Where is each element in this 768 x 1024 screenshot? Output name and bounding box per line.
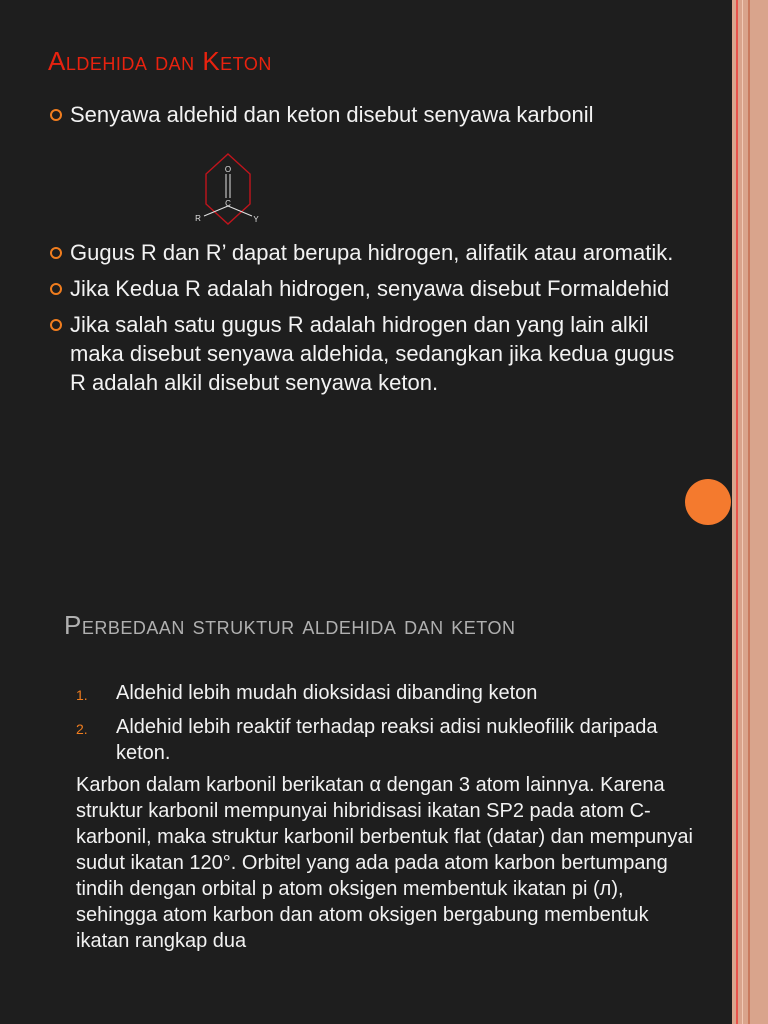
circle-bullet-icon (50, 109, 62, 121)
list-number: 2. (76, 721, 88, 737)
carbonyl-structure-diagram (188, 150, 268, 230)
border-line (736, 0, 738, 1024)
border-line (748, 0, 750, 1024)
numbered-list (76, 680, 696, 774)
slide-aldehida-keton (0, 0, 732, 512)
slide-title: Perbedaan struktur aldehida dan keton (64, 610, 516, 640)
slide-title: Aldehida dan Keton (48, 46, 272, 76)
bullet-item (48, 100, 688, 129)
border-line (742, 0, 743, 1024)
atom-label-r: R (195, 214, 201, 223)
bullet-list (48, 238, 688, 404)
bullet-text: Jika salah satu gugus R adalah hidrogen dan yang lain alkil maka disebut senyawa aldehida, sedangkan jika kedua gugus R adalah alkil disebut senyawa keton. (70, 312, 675, 395)
bullet-text: Jika Kedua R adalah hidrogen, senyawa disebut Formaldehid (70, 276, 670, 301)
list-text: Aldehid lebih mudah dioksidasi dibanding keton (116, 682, 538, 704)
list-number: 1. (76, 687, 88, 703)
atom-label-y: Y (253, 215, 259, 224)
bullet-item (48, 238, 688, 267)
circle-bullet-icon (50, 319, 62, 331)
bullet-text: Gugus R dan R’ dapat berupa hidrogen, alifatik atau aromatik. (70, 240, 674, 265)
decorative-circle (685, 479, 731, 525)
list-text: Aldehid lebih reaktif terhadap reaksi adisi nukleofilik daripada keton. (116, 716, 658, 764)
circle-bullet-icon (50, 283, 62, 295)
decorative-border (732, 0, 768, 1024)
single-bond-line (228, 206, 252, 216)
bullet-item (48, 310, 688, 397)
explanation-paragraph: Karbon dalam karbonil berikatan α dengan 3 atom lainnya. Karena struktur karbonil mempunyai hibridisasi ikatan SP2 pada atom C-karbonil, maka struktur karbonil berbentuk flat (datar) dan mempunyai sudut ikatan 120°. Orbitɐl yang ada pada atom karbon bertumpang tindih dengan orbital p atom oksigen membentuk ikatan pi (л), sehingga atom karbon dan atom oksigen bergabung membentuk ikatan rangkap dua (76, 774, 693, 952)
bullet-item (48, 274, 688, 303)
circle-bullet-icon (50, 247, 62, 259)
atom-label-o: O (224, 165, 232, 174)
bullet-list-top (48, 100, 688, 129)
atom-label-c: C (225, 199, 231, 208)
list-item (76, 714, 696, 766)
slide-perbedaan-struktur (0, 560, 732, 1024)
bullet-text: Senyawa aldehid dan keton disebut senyawa karbonil (70, 102, 594, 127)
list-item (76, 680, 696, 706)
